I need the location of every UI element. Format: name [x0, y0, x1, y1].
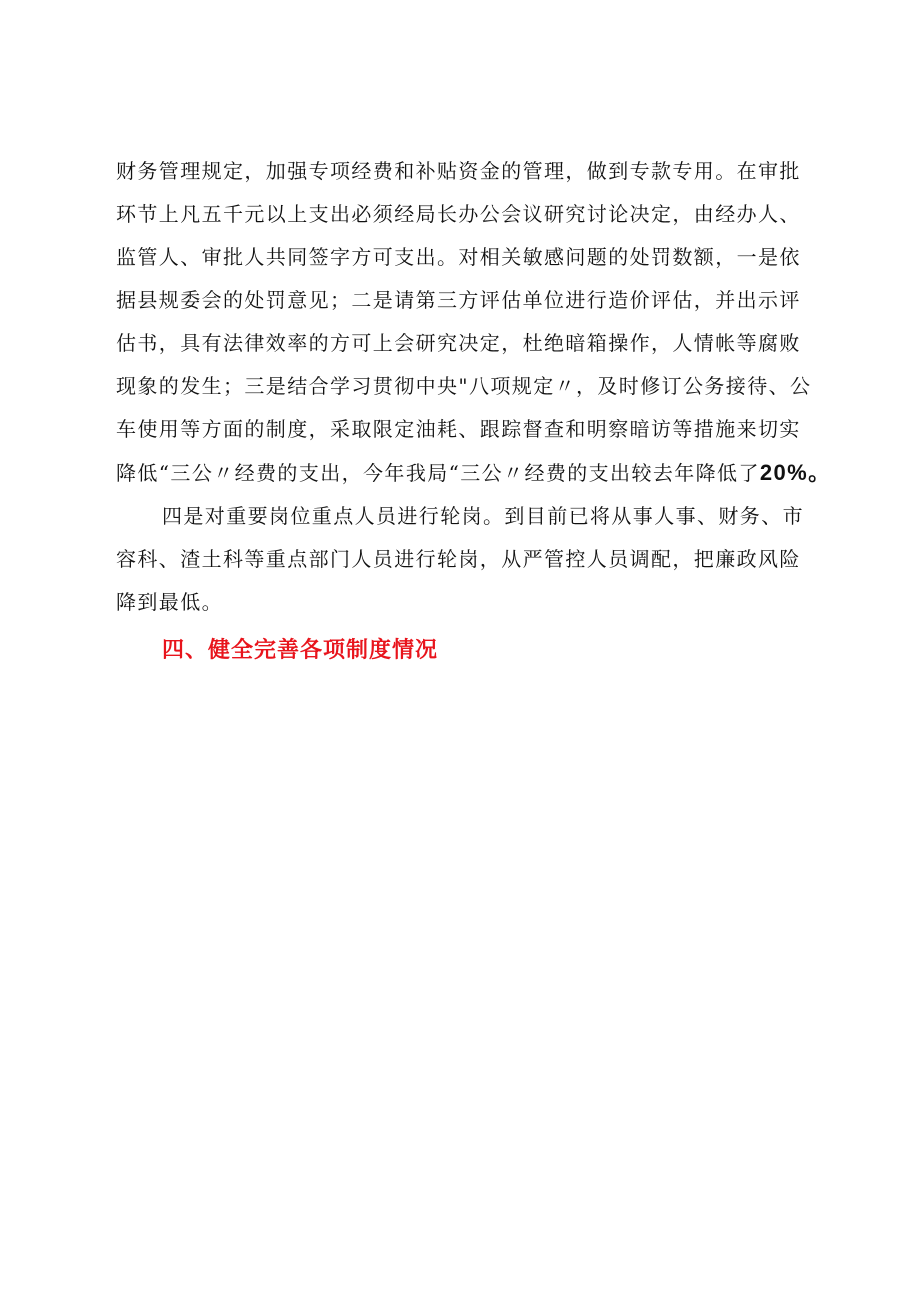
- text-line: 四是对重要岗位重点人员进行轮岗。到目前已将从事人事、财务、市: [162, 504, 804, 528]
- reduction-percentage: 20%。: [759, 460, 832, 485]
- text-line: 容科、渣土科等重点部门人员进行轮岗，从严管控人员调配，把廉政风险: [116, 547, 801, 571]
- text-line: 现象的发生；三是结合学习贯彻中央"八项规定〃，及时修订公务接待、公: [116, 374, 812, 398]
- text-line: 估书，具有法律效率的方可上会研究决定，杜绝暗箱操作，人情帐等腐败: [116, 331, 801, 355]
- text-line: 监管人、审批人共同签字方可支出。对相关敏感问题的处罚数额，一是依: [116, 245, 801, 269]
- text-line: 车使用等方面的制度，采取限定油耗、跟踪督查和明察暗访等措施来切实: [116, 417, 801, 441]
- section-heading: 四、健全完善各项制度情况: [162, 638, 439, 663]
- text-line: 据县规委会的处罚意见；二是请第三方评估单位进行造价评估，并出示评: [116, 288, 801, 312]
- paragraph-financial-management: [116, 150, 832, 495]
- document-body: [116, 150, 832, 674]
- text-line: 环节上凡五千元以上支出必须经局长办公会议研究讨论决定，由经办人、: [116, 202, 801, 226]
- paragraph-job-rotation: [116, 495, 812, 624]
- text-line-last: [116, 451, 832, 495]
- text-line-body: 降低“三公〃经费的支出，今年我局“三公〃经费的支出较去年降低了: [116, 461, 760, 485]
- text-line: 降到最低。: [116, 590, 223, 614]
- text-line: 财务管理规定，加强专项经费和补贴资金的管理，做到专款专用。在审批: [116, 159, 801, 183]
